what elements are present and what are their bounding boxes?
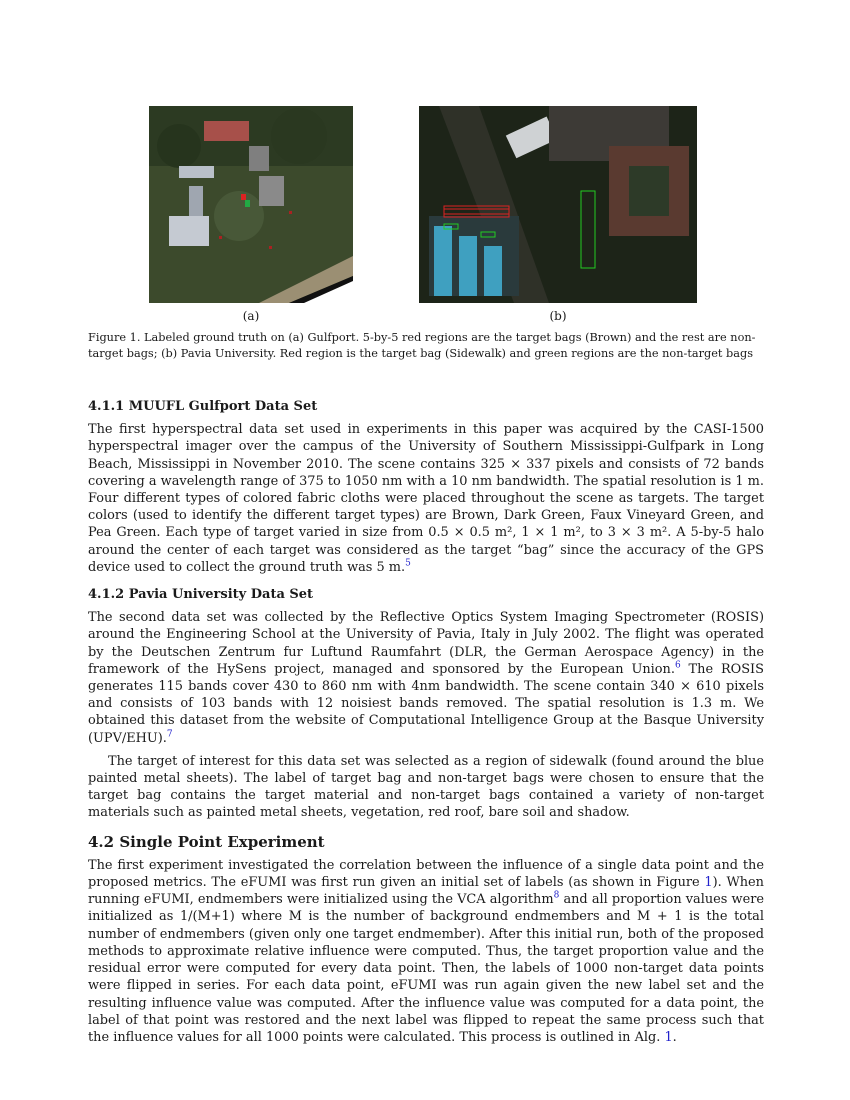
citation-5[interactable]: 5 [405,558,411,569]
figure-a-label: (a) [242,309,260,323]
section-4-2-text-c: and all proportion values were initialized as 1/(M+1) where M is the number of background endmembers and M + 1 is the total number of endmembers (given only one target endmember). After this initial run, both of the proposed methods to approximate relative influence were computed. Thus, the target proportion value and the residual error were computed for every data point. Then, the labels of 1000 non-target data points were flipped in series. For each data point, eFUMI was run again given the new label set and the resulting influence value was computed. After the influence value was computed for a data point, the label of that point was restored and the next label was flipped to repeat the same process such that the influence values for all 1000 points were calculated. This process is outlined in Alg. [88,892,764,1045]
section-4-1-2-text-b: The ROSIS generates 115 bands cover 430 to 860 nm with 4nm bandwidth. The scene contain 340 × 610 pixels and consists of 103 bands with 12 noisiest bands removed. The spatial resolution is 1.3 m. We obtained this dataset from the website of Computational Intelligence Group at the Basque University (UPV/EHU). [88,661,764,746]
figure-b-pavia-image [419,106,697,303]
section-4-2-title: 4.2 Single Point Experiment [88,832,325,851]
citation-8[interactable]: 8 [553,890,560,901]
section-4-1-1-title: 4.1.1 MUUFL Gulfport Data Set [88,399,318,414]
citation-7[interactable]: 7 [166,729,173,740]
figure-b-label: (b) [549,309,567,323]
section-4-1-2-title: 4.1.2 Pavia University Data Set [88,587,314,603]
figure-caption: Figure 1. Labeled ground truth on (a) Gulfport. 5-by-5 red regions are the target bags (Brown) and the rest are non-target bags; (b) Pavia University. Red region is the target bag (Sidewalk) and green regions are the non-target bags [88,331,756,360]
section-4-1-2-paragraph-1 [88,609,764,747]
section-4-2-text-b: ). When running eFUMI, endmembers were initialized using the VCA algorithm [88,875,764,908]
section-4-2-text-a: The first experiment investigated the correlation between the influence of a single data point and the proposed metrics. The eFUMI was first run given an initial set of labels (as shown in Figure [88,857,764,891]
section-4-1-2-text-a: The second data set was collected by the Reflective Optics System Imaging Spectrometer (ROSIS) around the Engineering School at the University of Pavia, Italy in July 2002. The flight was operated by the Deutschen Zentrum fur Luftund Raumfahrt (DLR, the German Aerospace Agency) in the framework of the HySens project, managed and sponsored by the European Union. [88,610,764,677]
section-4-2-paragraph [88,857,764,1046]
section-4-1-1-text: The first hyperspectral data set used in experiments in this paper was acquired by the CASI-1500 hyperspectral imager over the campus of the University of Southern Mississippi-Gulfpark in Long Beach, Mississippi in November 2010. The scene contains 325 × 337 pixels and consists of 72 bands covering a wavelength range of 375 to 1050 nm with a 10 nm bandwidth. The spatial resolution is 1 m. Four different types of colored fabric cloths were placed throughout the scene as targets. The target colors (used to identify the different target types) are Brown, Dark Green, Faux Vineyard Green, and Pea Green. Each type of target varied in size from 0.5 × 0.5 m², 1 × 1 m², to 3 × 3 m². A 5-by-5 halo around the center of each target was considered as the target “bag” since the accuracy of the GPS device used to collect the ground truth was 5 m. [88,422,764,575]
figure-reference[interactable]: 1 [704,875,713,891]
section-4-1-2-paragraph-2: The target of interest for this data set was selected as a region of sidewalk (found around the blue painted metal sheets). The label of target bag and non-target bags were chosen to ensure that the target bag contains the target material and non-target bags contained a variety of non-target materials such as painted metal sheets, vegetation, red roof, bare soil and shadow. [88,753,764,821]
algorithm-reference[interactable]: 1 [664,1029,673,1045]
section-4-2-text-d: . [672,1029,677,1045]
citation-6[interactable]: 6 [674,660,681,671]
figure-a-gulfport-image [149,106,353,303]
section-4-1-1-paragraph [88,421,764,576]
